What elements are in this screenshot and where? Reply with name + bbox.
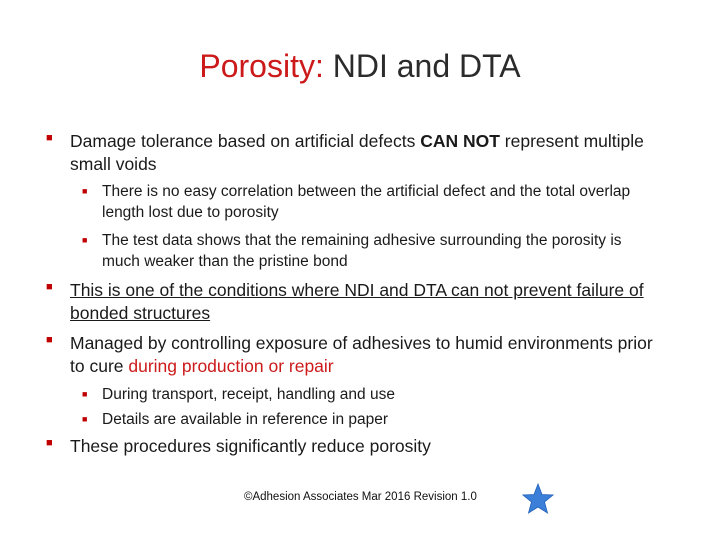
bullet-text-pre: Managed by controlling exposure of adhesives to humid environments prior to cure	[70, 333, 653, 376]
star-icon	[522, 483, 554, 515]
square-bullet-icon: ■	[46, 132, 53, 144]
square-bullet-icon: ■	[82, 235, 88, 245]
square-bullet-icon: ■	[46, 281, 53, 293]
subbullet-text: The test data shows that the remaining adhesive surrounding the porosity is much weaker than the pristine bond	[102, 232, 622, 270]
subbullet-text: There is no easy correlation between the artificial defect and the total overlap length lost due to porosity	[102, 183, 631, 221]
bullet-text-pre: Damage tolerance based on artificial defects	[70, 131, 421, 151]
square-bullet-icon: ■	[46, 334, 53, 346]
bullet-damage-tolerance	[46, 130, 662, 176]
subbullet-text: Details are available in reference in paper	[102, 411, 389, 428]
bullet-text: This is one of the conditions where NDI and DTA can not prevent failure of bonded structures	[70, 280, 644, 323]
bullet-text: These procedures significantly reduce porosity	[70, 436, 431, 456]
title-accent: Porosity:	[199, 48, 324, 84]
square-bullet-icon: ■	[46, 437, 53, 449]
subbullet-transport	[82, 384, 662, 405]
title-rest: NDI and DTA	[323, 48, 521, 84]
subbullet-test-data	[82, 230, 662, 272]
subbullet-details	[82, 409, 662, 430]
slide-title	[0, 44, 720, 88]
bullet-procedures	[46, 435, 662, 458]
bullet-text-red: during production or repair	[128, 356, 334, 376]
bullet-text-bold: CAN NOT	[420, 131, 500, 151]
square-bullet-icon: ■	[82, 186, 88, 196]
subbullet-correlation	[82, 181, 662, 223]
square-bullet-icon: ■	[82, 389, 88, 399]
bullet-conditions	[46, 279, 662, 325]
bullet-text-post: represent multiple small voids	[70, 131, 644, 174]
bullet-managed	[46, 332, 662, 378]
subbullet-text: During transport, receipt, handling and use	[102, 386, 395, 403]
square-bullet-icon: ■	[82, 414, 88, 424]
footer-copyright: ©Adhesion Associates Mar 2016 Revision 1.0	[244, 491, 477, 503]
